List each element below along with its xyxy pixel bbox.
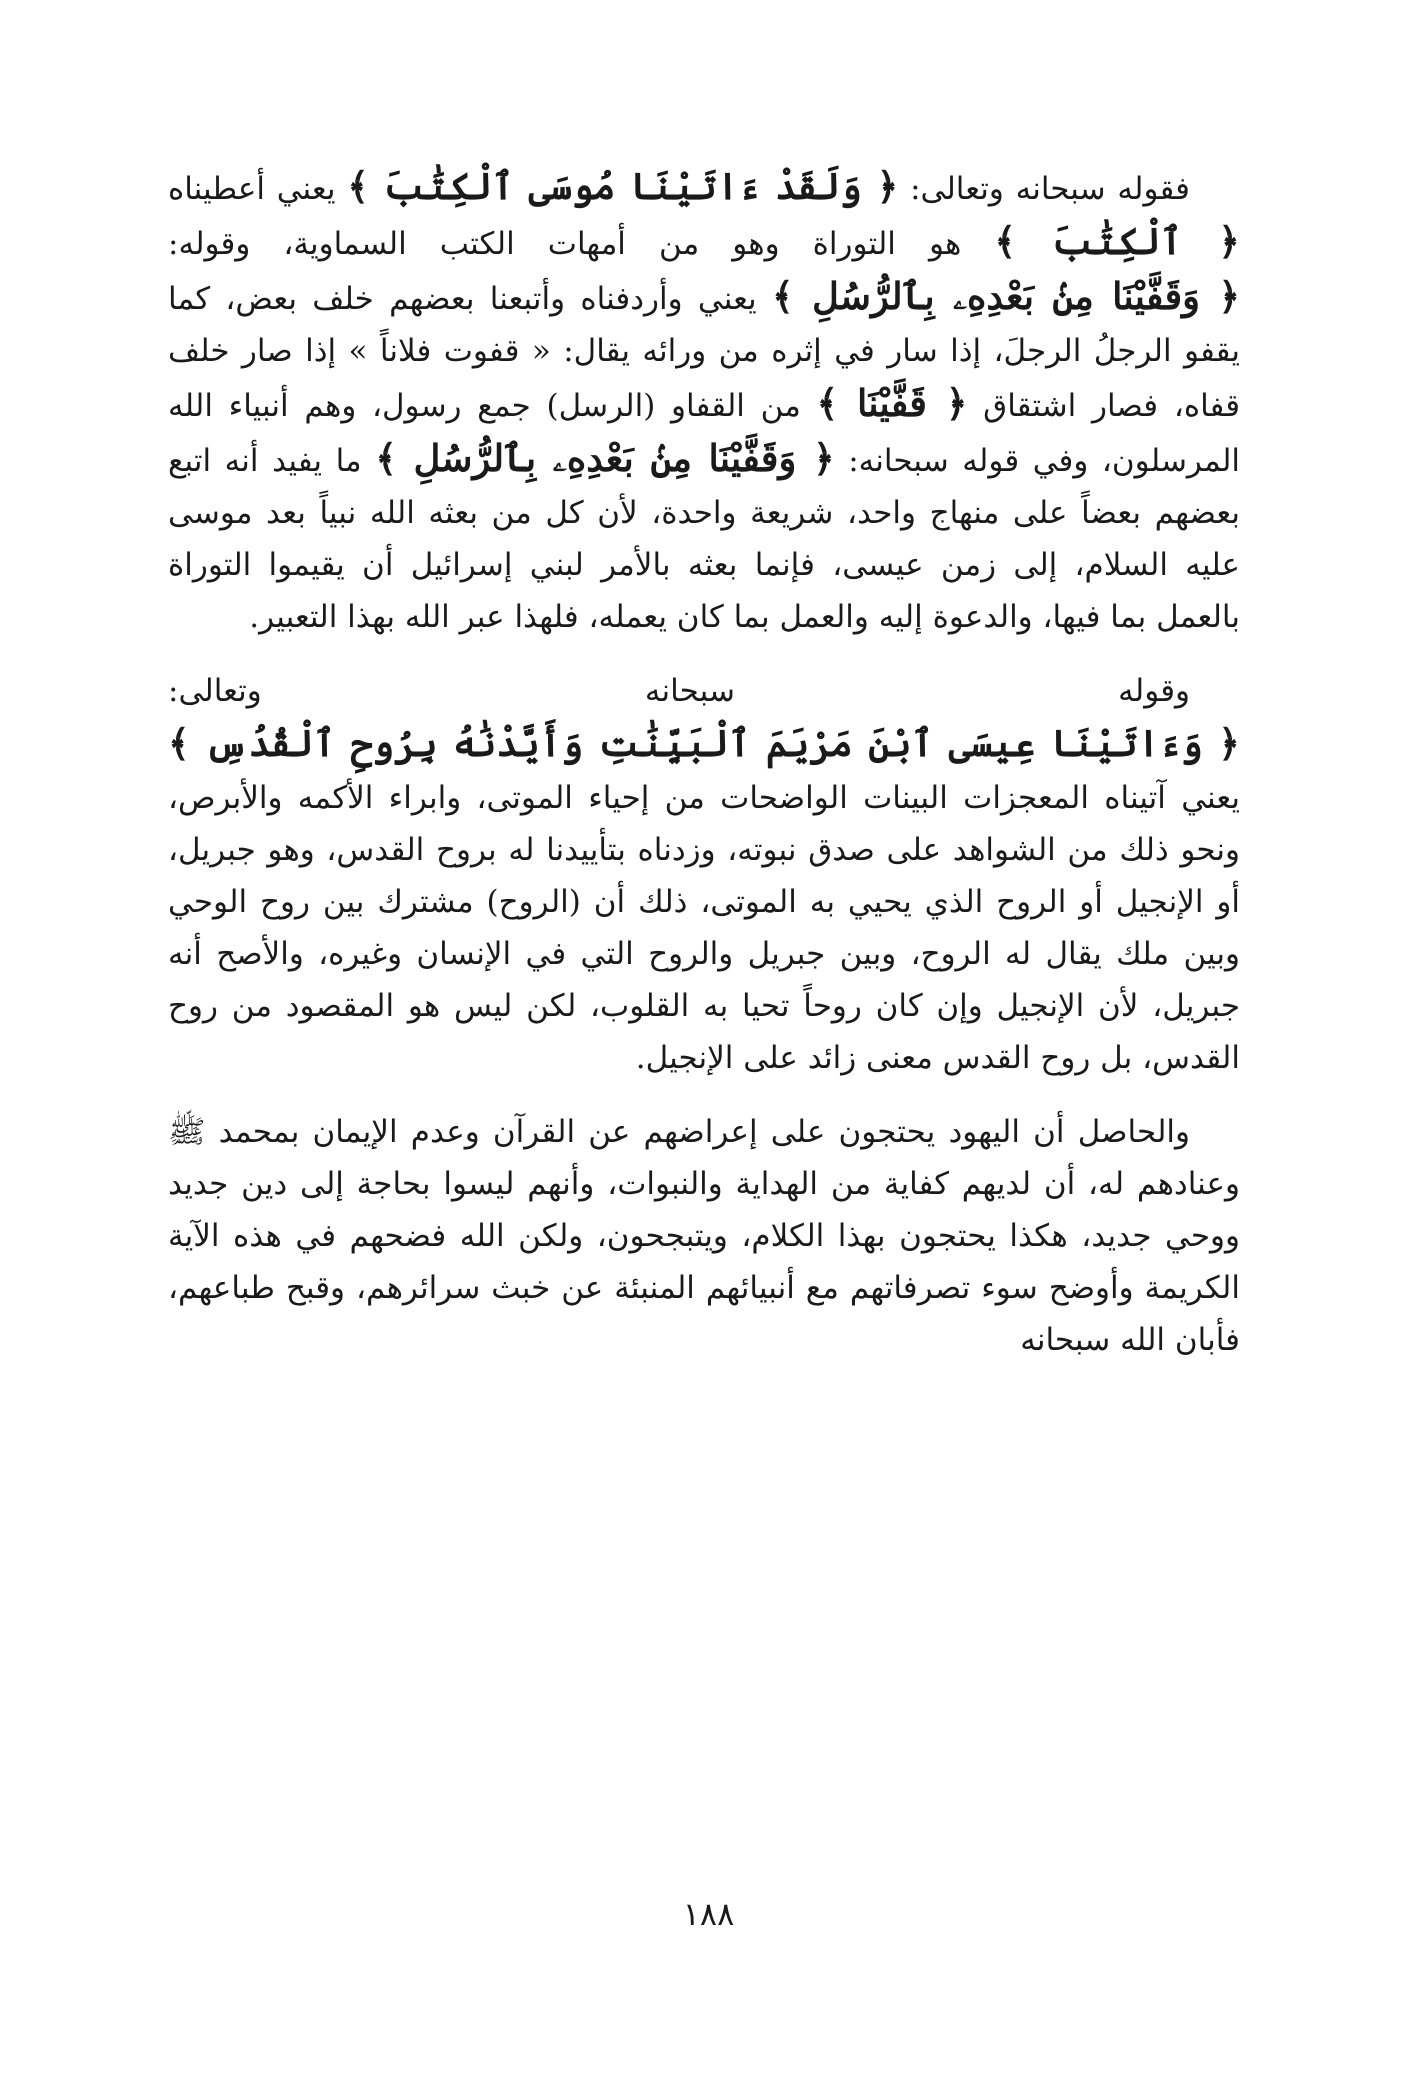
- paragraph-1: [168, 160, 1240, 643]
- paragraph-2: [168, 665, 1240, 1084]
- text-segment: هو التوراة وهو من أمهات الكتب السماوية، وقوله:: [168, 226, 995, 262]
- quran-verse: ﴿ وَءَاتَيْنَا عِيسَى ٱبْنَ مَرْيَمَ ٱلْبَيِّنَٰتِ وَأَيَّدْنَٰهُ بِرُوحِ ٱلْقُدُسِ ﴾: [168, 721, 1240, 765]
- text-segment: يعني وأردفناه وأتبعنا بعضهم خلف بعض، كما يقفو الرجلُ الرجلَ، إذا سار في إثره من ورائه يقال: « قفوت فلاناً » إذا صار خلف قفاه، فصار اشتقاق: [168, 281, 1241, 424]
- text-segment: ما يفيد أنه اتبع بعضهم بعضاً على منهاج واحد، شريعة واحدة، لأن كل من بعثه الله نبياً بعد موسى عليه السلام، إلى زمن عيسى، فإنما بعثه بالأمر لبني إسرائيل أن يقيموا التوراة بالعمل بما فيها، والدعوة إليه والعمل بما كان يعمله، فلهذا عبر الله بهذا التعبير.: [168, 443, 1240, 635]
- quran-verse: ﴿ وَقَفَّيْنَا مِنۢ بَعْدِهِۦ بِٱلرُّسُلِ ﴾: [771, 274, 1241, 318]
- quran-verse: ﴿ وَقَفَّيْنَا مِنۢ بَعْدِهِۦ بِٱلرُّسُلِ ﴾: [375, 436, 835, 480]
- text-segment: فقوله سبحانه وتعالى:: [898, 171, 1190, 207]
- text-segment: والحاصل أن اليهود يحتجون على إعراضهم عن القرآن وعدم الإيمان بمحمد ﷺ وعنادهم له، أن لديهم كفاية من الهداية والنبوات، وأنهم ليسوا بحاجة إلى دين جديد ووحي جديد، هكذا يحتجون بهذا الكلام، ويتبجحون، ولكن الله فضحهم في هذه الآية الكريمة وأوضح سوء تصرفاتهم مع أنبيائهم المنبئة عن خبث سرائرهم، وقبح طباعهم، فأبان الله سبحانه: [168, 1114, 1240, 1358]
- quran-verse: ﴿ وَلَقَدْ ءَاتَيْنَا مُوسَى ٱلْكِتَٰبَ ﴾: [347, 164, 899, 208]
- quran-verse: ﴿ قَفَّيْنَا ﴾: [816, 381, 968, 425]
- paragraph-3: [168, 1106, 1240, 1366]
- text-segment: يعني آتيناه المعجزات البينات الواضحات من إحياء الموتى، وابراء الأكمه والأبرص، ونحو ذلك من الشواهد على صدق نبوته، وزدناه بتأييدنا له بروح القدس، وهو جبريل، أو الإنجيل أو الروح الذي يحيي به الموتى، ذلك أن (الروح) مشترك بين روح الوحي وبين ملك يقال له الروح، وبين جبريل والروح التي في الإنسان وغيره، والأصح أنه جبريل، لأن الإنجيل وإن كان روحاً تحيا به القلوب، لكن ليس هو المقصود من روح القدس، بل روح القدس معنى زائد على الإنجيل.: [168, 780, 1240, 1076]
- text-segment: وقوله سبحانه وتعالى:: [168, 673, 1190, 709]
- text-segment: يعني أعطيناه: [168, 171, 348, 207]
- text-segment: من القفاو (الرسل) جمع رسول، وهم أنبياء الله المرسلون، وفي قوله سبحانه:: [168, 388, 1241, 479]
- page-body: [168, 160, 1240, 1366]
- page-number: ١٨٨: [682, 1895, 735, 1933]
- quran-verse: ﴿ ٱلْكِتَٰبَ ﴾: [994, 219, 1240, 263]
